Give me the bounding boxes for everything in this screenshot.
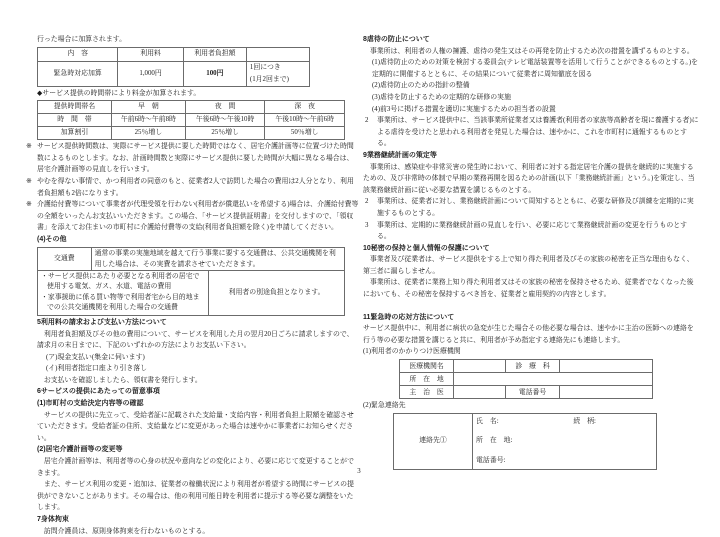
section-11-paragraph-1: サービス提供中に、利用者に病状の急変が生じた場合その他必要な場合は、速やかに主治の医師への連絡を行う等の必要な措置を講じると共に、利用者が予め指定する連絡先にも連絡します。 bbox=[363, 325, 694, 344]
note-marker: ※ bbox=[26, 177, 32, 185]
section-5-paragraph: 利用者負担額及びその他の費用について、サービスを利用した月の翌月20日ごろに請求しますので、請求月の末日までに、下記のいずれかの方法によりお支払い下さい。 bbox=[37, 330, 354, 350]
note-service-hours bbox=[26, 141, 360, 176]
right-column bbox=[363, 34, 699, 471]
section-6-1-title: (1)市町村の支給決定内容等の確認 bbox=[37, 400, 144, 408]
note-text: 介護給付費等について事業者が代理受領を行わない(利用者が償還払いを希望する)場合は、介護給付費等の全額をいったんお支払いいただきます。この場合、「サービス提供証明書」を交付しますので、「領収書」を添えてお住まいの市町村に介護給付費等の支給(利用者負担額を除く)を申請してください。 bbox=[37, 201, 359, 232]
note-text: サービス提供時間数は、実際にサービス提供に要した時間ではなく、居宅介護計画等に位置づけた時間数によるものとします。なお、計画時間数と実際にサービス提供に要した時間が大幅に異なる場合は、居宅介護計画等の見直しを行います。 bbox=[37, 143, 354, 174]
cell-rate-3: 50％増し bbox=[265, 127, 345, 140]
other-costs-table-row1 bbox=[37, 247, 345, 271]
cell-early-morning: 早 朝 bbox=[111, 101, 185, 114]
paragraph-text: 事業所は、従業者に対し、業務継続計画について周知するとともに、必要な研修及び訓練を定期的に実施するものとする。 bbox=[377, 198, 694, 217]
section-6-2-title: (2)居宅介護計画等の変更等 bbox=[37, 446, 123, 454]
contact-relation-label: 続 柄: bbox=[573, 417, 596, 425]
note-two-staff bbox=[26, 176, 360, 199]
cell-doctor-value bbox=[454, 386, 506, 399]
cell-band-name: 提供時間帯名 bbox=[38, 101, 112, 114]
section-6-title: 6サービスの提供にあたっての留意事項 bbox=[37, 388, 160, 396]
cell-time-2: 午後6時～午後10時 bbox=[185, 114, 265, 127]
header-empty bbox=[246, 47, 309, 61]
paragraph-text: 事業所は、サービス提供中に、当該事業所従業者又は養護者(利用者の家族等高齢者を現に養護する者)による虐待を受けたと思われる利用者を発見した場合は、速やかに、これを市町村に通報するものとする。 bbox=[377, 117, 699, 148]
paragraph-number: 2 bbox=[365, 117, 369, 125]
header-user-burden: 利用者負担額 bbox=[183, 47, 246, 61]
section-8-item-1: (1)虐待防止のための対策を検討する委員会(テレビ電話装置等を活用して行うことができるものとする。)を定期的に開催するとともに、その結果について従業者に周知徹底を図る bbox=[372, 59, 699, 78]
cell-surcharge-name: 緊急時対応加算 bbox=[38, 61, 118, 86]
cell-fee: 1,000円 bbox=[118, 61, 184, 86]
cell-institution-name-label: 医療機関名 bbox=[400, 360, 454, 373]
cell-institution-name-value bbox=[454, 360, 506, 373]
time-surcharge-note: ◆サービス提供の時間帯により料金が加算されます。 bbox=[37, 89, 201, 97]
payment-option-bank: (イ)利用者指定口座より引き落し bbox=[46, 365, 148, 373]
cell-limit-note bbox=[246, 61, 309, 86]
left-column bbox=[26, 34, 360, 537]
section-4-title: (4)その他 bbox=[37, 235, 67, 243]
emergency-contact-table bbox=[393, 413, 657, 470]
cost-item-utilities: ・サービス提供にあたり必要となる利用者の居宅で使用する電気、ガス、水道、電話の費用 bbox=[41, 272, 200, 291]
cell-contact-details bbox=[473, 413, 657, 469]
paragraph-number: 3 bbox=[365, 221, 369, 229]
note-marker: ※ bbox=[26, 143, 32, 151]
section-8-paragraph-1: 事業所は、利用者の人権の擁護、虐待の発生又はその再発を防止するため次の措置を講ずるものとする。 bbox=[369, 47, 694, 55]
intro-line: 行った場合に加算されます。 bbox=[37, 36, 127, 43]
emergency-contact-label: (2)緊急連絡先 bbox=[363, 402, 406, 410]
header-content: 内 容 bbox=[38, 47, 118, 61]
cell-department-label: 診 療 科 bbox=[505, 360, 559, 373]
contact-address-label: 所 在 地: bbox=[476, 437, 513, 445]
cell-rate-2: 25％増し bbox=[185, 127, 265, 140]
section-7-body: 訪問介護員は、原則身体拘束を行わないものとする。 bbox=[43, 527, 210, 535]
spacer bbox=[363, 301, 699, 312]
section-8-item-2: (2)虐待防止のための指針の整備 bbox=[372, 82, 470, 90]
cell-evening: 夜 間 bbox=[185, 101, 265, 114]
table-row bbox=[38, 270, 345, 315]
section-9-paragraph-3 bbox=[363, 220, 699, 243]
contact-phone-label: 電話番号: bbox=[476, 456, 506, 464]
section-10-title: 10秘密の保持と個人情報の保護について bbox=[363, 244, 490, 252]
table-row bbox=[400, 360, 653, 373]
cell-address-label: 所 在 地 bbox=[400, 373, 454, 386]
cell-doctor-label: 主 治 医 bbox=[400, 386, 454, 399]
cell-time-band-label: 時 間 帯 bbox=[38, 114, 112, 127]
table-row bbox=[400, 373, 653, 386]
section-6-1-body: サービスの提供に先立って、受給者証に記載された支給量・支給内容・利用者負担上限額を確認させていただきます。受給者証の住所、支給量などに変更があった場合は速やかに事業者にお知らせください。 bbox=[37, 411, 354, 442]
cost-item-shopping-transport: ・家事援助に係る買い物等で利用者宅から目的地までの公共交通機関を利用した場合の交通費 bbox=[41, 293, 200, 312]
note-reimbursement bbox=[26, 199, 360, 234]
other-costs-table-row2 bbox=[37, 270, 345, 316]
table-row bbox=[394, 413, 657, 469]
cell-department-value bbox=[560, 360, 653, 373]
table-header-row bbox=[38, 47, 310, 61]
section-6-2-paragraph-2: また、サービス利用の変更・追加は、従業者の稼働状況により利用者が希望する時間にサービスの提供ができないことがあります。その場合は、他の利用可能日時を利用者に提示する等必要な調整をいたします。 bbox=[37, 481, 354, 512]
cell-burden-text: 利用者の別途負担となります。 bbox=[209, 270, 345, 315]
limit-note-line2: (1月2回まで) bbox=[249, 75, 289, 83]
cell-time-3: 午後10時～午前6時 bbox=[265, 114, 345, 127]
section-7-title: 7身体拘束 bbox=[37, 516, 69, 523]
table-row bbox=[400, 386, 653, 399]
section-8-paragraph-2 bbox=[363, 115, 699, 150]
section-5-title: 5利用料の請求および支払い方法について bbox=[37, 318, 167, 326]
cell-contact-number: 連絡先① bbox=[394, 413, 473, 469]
paragraph-text: 事業所は、定期的に業務継続計画の見直しを行い、必要に応じて業務継続計画の変更を行うものとする。 bbox=[377, 221, 688, 241]
table-row bbox=[38, 114, 345, 127]
section-9-title: 9業務継続計画の策定等 bbox=[363, 151, 437, 159]
contact-name-line bbox=[476, 416, 653, 428]
cell-address-value bbox=[454, 373, 653, 386]
paragraph-number: 2 bbox=[365, 198, 369, 206]
header-fee: 利用料 bbox=[118, 47, 184, 61]
medical-institution-label: (1)利用者のかかりつけ医療機関 bbox=[363, 348, 461, 356]
medical-institution-table bbox=[399, 359, 653, 399]
cell-late-night: 深 夜 bbox=[265, 101, 345, 114]
payment-option-cash: (ア)現金支払い(集金に伺います) bbox=[46, 353, 145, 361]
section-9-paragraph-2 bbox=[363, 196, 699, 219]
cell-phone-value bbox=[560, 386, 653, 399]
cell-rate-label: 加算割引 bbox=[38, 127, 112, 140]
table-header-row bbox=[38, 101, 345, 114]
section-9-paragraph-1: 事業所は、感染症や非常災害の発生時において、利用者に対する指定居宅介護の提供を継続的に実施するための、及び非常時の体制で早期の業務再開を図るための計画(以下「業務継続計画」という。)を策定し、当該業務継続計画に従い必要な措置を講じるものとする。 bbox=[363, 163, 695, 194]
cell-cost-items bbox=[38, 270, 209, 315]
section-10-paragraph-1: 事業者及び従業者は、サービス提供をする上で知り得た利用者及びその家族の秘密を正当な理由もなく、第三者に漏らしません。 bbox=[363, 256, 694, 275]
cell-rate-1: 25％増し bbox=[111, 127, 185, 140]
cell-transport-label: 交通費 bbox=[38, 247, 92, 270]
section-6-2-paragraph-1: 居宅介護計画等は、利用者等の心身の状況や意向などの変化により、必要に応じて変更することができます。 bbox=[37, 458, 354, 477]
section-5-receipt-note: お支払いを確認しましたら、領収書を発行します。 bbox=[43, 376, 202, 384]
table-row bbox=[38, 247, 345, 270]
note-marker: ※ bbox=[26, 201, 32, 209]
emergency-surcharge-table bbox=[37, 47, 310, 87]
cell-burden: 100円 bbox=[183, 61, 246, 86]
section-10-paragraph-2: 事業所は、従業者に業務上知り得た利用者又はその家族の秘密を保持させるため、従業者でなくなった後においても、その秘密を保持するべき旨を、従業者と雇用契約の内容とします。 bbox=[363, 279, 694, 299]
cell-transport-text: 通常の事業の実施地域を越えて行う事業に要する交通費は、公共交通機関を利用した場合は、その実費を請求させていただきます。 bbox=[91, 247, 344, 270]
section-11-title: 11緊急時の応対方法について bbox=[363, 313, 455, 321]
contact-name-label: 氏 名: bbox=[476, 417, 499, 425]
table-row bbox=[38, 127, 345, 140]
note-text: やむを得ない事情で、かつ利用者の同意のもと、従業者2人で訪問した場合の費用は2人分となり、利用者負担額も2倍になります。 bbox=[37, 177, 354, 197]
table-row bbox=[38, 61, 310, 86]
section-8-item-3: (3)虐待を防止するための定期的な研修の実施 bbox=[372, 93, 511, 101]
cell-phone-label: 電話番号 bbox=[505, 386, 559, 399]
time-band-table bbox=[37, 100, 345, 140]
section-8-title: 8虐待の防止について bbox=[363, 36, 430, 43]
limit-note-line1: 1回につき bbox=[249, 63, 281, 71]
section-8-item-4: (4)前3号に掲げる措置を適切に実施するための担当者の設置 bbox=[372, 105, 556, 113]
cell-time-1: 午前6時～午前8時 bbox=[111, 114, 185, 127]
page-number: 3 bbox=[357, 468, 361, 475]
